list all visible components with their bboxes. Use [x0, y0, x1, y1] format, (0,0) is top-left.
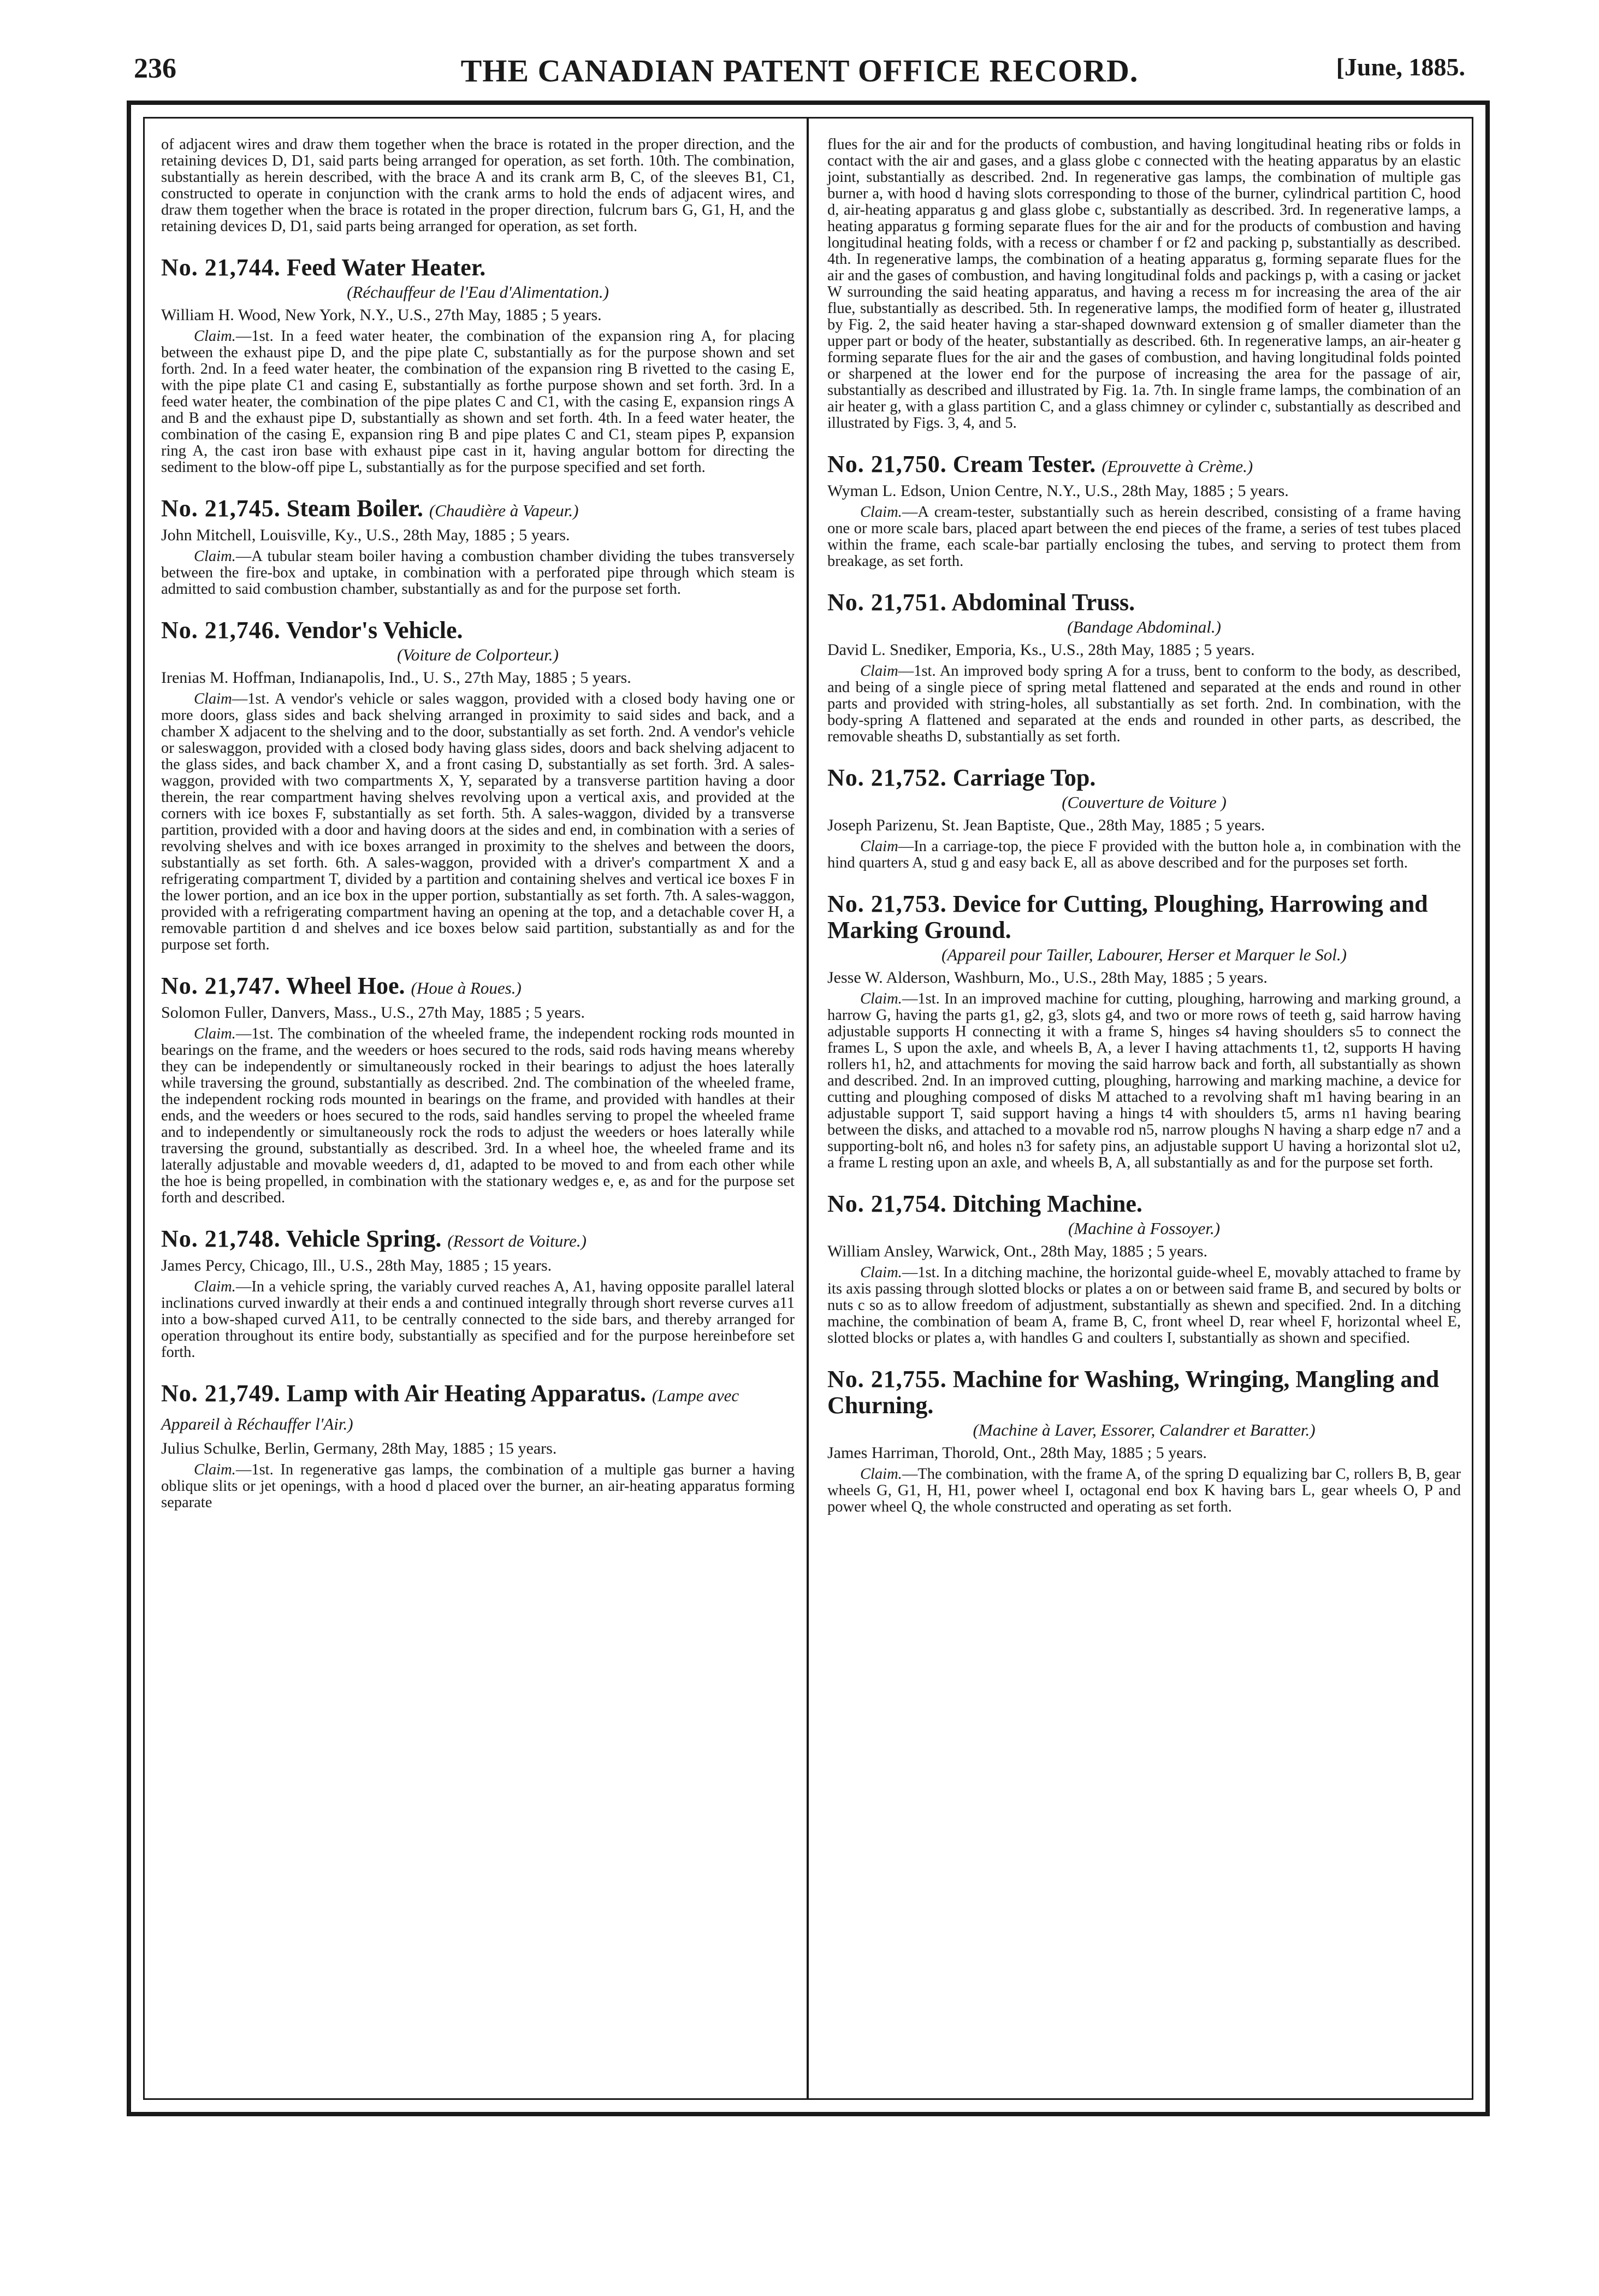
- claim-body: —1st. In regenerative gas lamps, the combination of a multiple gas burner a having oblique slits or jet openings, with a hood d placed over the burner, an air-heating apparatus forming separate: [161, 1461, 795, 1511]
- claim-body: —In a carriage-top, the piece F provided with the button hole a, in combination with the hind quarters A, stud g and easy back E, all as above described and for the purposes set forth.: [827, 838, 1461, 871]
- patent-heading: [827, 765, 1461, 791]
- patent-number: No. 21,752.: [827, 764, 947, 791]
- claim-body: —The combination, with the frame A, of the spring D equalizing bar C, rollers B, B, gear wheels G, G1, H, H1, power wheel I, octagonal end box K having bars L, gear wheels O, P and power wheel Q, the whole constructed and operating as set forth.: [827, 1466, 1461, 1515]
- patent-number: No. 21,754.: [827, 1190, 947, 1217]
- claim-label: Claim.: [194, 328, 236, 345]
- patent-heading: [161, 1380, 795, 1437]
- claim-body: —1st. The combination of the wheeled frame, the independent rocking rods mounted in bearings on the frame, and the weeders or hoes secured to the rods, said rods having means whereby they can be independently or simultaneously rocked in their bearings to adjust the hoes laterally while traversing the ground, substantially as described. 2nd. The combination of the wheeled frame, the independent rocking rods mounted in bearings on the frame, and provided with handles at their ends, and the weeders or hoes secured to the rods, said handles serving to propel the wheeled frame and to independently or simultaneously rock the rods to adjust the weeders or hoes laterally while traversing the ground, substantially as described. 3rd. In a wheel hoe, the wheeled frame and its laterally adjustable and movable weeders d, d1, adapted to be moved to and from each other while the hoe is being propelled, in combination with the stationary wedges e, e, as and for the purpose set forth and described.: [161, 1025, 795, 1206]
- patent-entry-21755: [827, 1366, 1461, 1515]
- right-column: [827, 137, 1461, 1531]
- patent-title: Wheel Hoe.: [286, 972, 405, 999]
- grantee-line: James Harriman, Thorold, Ont., 28th May, 1885 ; 5 years.: [827, 1444, 1207, 1462]
- claim-body: —1st. In an improved machine for cutting, ploughing, harrowing and marking ground, a harrow G, having the parts g1, g2, g3, slots g4, and two or more rows of teeth g, said harrow having adjustable supports H connecting it with a frame S, hinges s4 having shoulders s5 to connect the frames L, S upon the axle, and wheels B, A, a lever I having attachments t1, t2, supports H having rollers h1, h2, and attachments for moving the said harrow back and forth, all substantially as shown and described. 2nd. In an improved cutting, ploughing, harrowing and marking machine, a device for cutting and ploughing composed of disks M attached to a revolving shaft m1 having bearing in an adjustable support T, said support having a hings t4 with shoulders t5, arms n1 having bearing between the disks, and attached to a movable rod n5, narrow ploughs N having a sharp edge n7 and a supporting-bolt n6, and holes n3 for safety pins, an adjustable support U having a horizontal slot u2, a frame L resting upon an axle, and wheels B, A, all substantially as and for the purpose set forth.: [827, 990, 1461, 1171]
- grantee-line: Solomon Fuller, Danvers, Mass., U.S., 27th May, 1885 ; 5 years.: [161, 1004, 585, 1022]
- claim-label: Claim.: [194, 548, 236, 565]
- patent-entry-21752: [827, 765, 1461, 871]
- claim-text: [827, 839, 1461, 871]
- french-title: (Chaudière à Vapeur.): [429, 501, 579, 520]
- grantee-line: Irenias M. Hoffman, Indianapolis, Ind., U. S., 27th May, 1885 ; 5 years.: [161, 669, 631, 687]
- claim-label: Claim.: [860, 504, 902, 521]
- french-title: (Couverture de Voiture ): [1062, 793, 1227, 812]
- claim-body: —1st. An improved body spring A for a truss, bent to conform to the body, as described, and being of a single piece of spring metal flattened and separated at the ends and round in other parts and provided with string-holes, all substantially as set forth. 2nd. In combination, with the body-spring A flattened and separated at the ends and rounded in other parts, as described, the removable sheaths D, substantially as set forth.: [827, 663, 1461, 745]
- grantee-line: Joseph Parizenu, St. Jean Baptiste, Que., 28th May, 1885 ; 5 years.: [827, 816, 1265, 834]
- claim-text: [827, 1265, 1461, 1347]
- patent-entry-21750: [827, 451, 1461, 570]
- french-title: (Lampe avec Appareil à Réchauffer l'Air.): [161, 1386, 739, 1433]
- patent-entry-21745: [161, 495, 795, 598]
- patent-number: No. 21,746.: [161, 617, 281, 644]
- patent-number: No. 21,755.: [827, 1366, 947, 1392]
- continuation-text: flues for the air and for the products of combustion, and having longitudinal heating ribs or folds in contact with the air and gases, and a glass globe c connected with the heating apparatus by an elastic joint, substantially as described. 2nd. In regenerative gas lamps, the combination of multiple gas burner a, with hood d having slots corresponding to those of the burner, cylindrical partition C, hood d, air-heating apparatus g and glass globe c, substantially as described. 3rd. In regenerative lamps, a heating apparatus g forming separate flues for the air and for the products of combustion and having longitudinal heating folds, with a recess or chamber f or f2 and packing p, substantially as described. 4th. In regenerative lamps, the combination of a heating apparatus g, forming separate flues for the air and the gases of combustion, and having longitudinal folds and packings p, with a casing or jacket W surrounding the said heating apparatus, and having a recess m for increasing the area of the air flue, substantially as described. 5th. In regenerative lamps, the modified form of heater g, illustrated by Fig. 2, the said heater having a star-shaped downward extension g of smaller diameter than the upper part or body of the heater, substantially as described. 6th. In regenerative lamps, an air-heater g forming separate flues for the air and the gases of combustion, and having longitudinal folds pointed or sharpened at the lower end for the purpose of increasing the area for the passage of air, substantially as described and illustrated by Fig. 1a. 7th. In single frame lamps, the combination of an air heater g, with a glass partition C, and a glass chimney or cylinder c, substantially as described and illustrated by Figs. 3, 4, and 5.: [827, 136, 1461, 432]
- patent-heading: [827, 1191, 1461, 1217]
- french-title: (Ressort de Voiture.): [447, 1231, 587, 1250]
- patent-title: Carriage Top.: [952, 764, 1096, 791]
- claim-text: [161, 328, 795, 476]
- claim-label: Claim.: [194, 1461, 236, 1478]
- patent-entry-21751: [827, 589, 1461, 745]
- claim-text: [161, 1279, 795, 1361]
- grantee-line: Julius Schulke, Berlin, Germany, 28th May, 1885 ; 15 years.: [161, 1439, 557, 1457]
- claim-body: —A tubular steam boiler having a combustion chamber dividing the tubes transversely between the fire-box and uptake, in combination with a perforated pipe through which steam is admitted to said combustion chamber, substantially as and for the purpose set forth.: [161, 548, 795, 598]
- patent-entry-21753: [827, 891, 1461, 1171]
- patent-number: No. 21,749.: [161, 1380, 281, 1407]
- claim-label: Claim.: [860, 1264, 902, 1281]
- claim-body: —A cream-tester, substantially such as herein described, consisting of a frame having one or more scale bars, placed apart between the end pieces of the frame, a series of test tubes placed within the frame, each scale-bar partially enclosing the tubes, and serving to protect them from breakage, as set forth.: [827, 504, 1461, 570]
- patent-heading: [161, 255, 795, 281]
- claim-label: Claim: [860, 838, 898, 855]
- patent-heading: [161, 1226, 795, 1254]
- patent-heading: [827, 451, 1461, 480]
- french-title: (Bandage Abdominal.): [1067, 617, 1221, 636]
- patent-entry-21749: [161, 1380, 795, 1511]
- claim-text: [161, 691, 795, 953]
- patent-title: Vendor's Vehicle.: [286, 617, 463, 644]
- issue-date: [June, 1885.: [1336, 53, 1465, 81]
- claim-body: —1st. In a ditching machine, the horizontal guide-wheel E, movably attached to frame by its axis passing through slotted blocks or plates a on or between said frame B, and secured by bolts or nuts c so as to allow freedom of adjustment, substantially as shewn and specified. 2nd. In a ditching machine, the combination of beam A, frame B, C, front wheel D, rear wheel F, horizontal wheel E, slotted blocks or plates a, with handles G and coulters I, substantially as shown and specified.: [827, 1264, 1461, 1347]
- patent-title: Cream Tester.: [952, 451, 1096, 477]
- claim-body: —In a vehicle spring, the variably curved reaches A, A1, having opposite parallel lateral inclinations curved inwardly at their ends a and continued integrally through short reverse curves a11 into a bow-shaped curved A11, to be centrally connected to the side bars, and thereby arranged for operation throughout its entire body, substantially as specified and for the purpose hereinbefore set forth.: [161, 1278, 795, 1361]
- grantee-line: Jesse W. Alderson, Washburn, Mo., U.S., 28th May, 1885 ; 5 years.: [827, 969, 1268, 987]
- french-title: (Réchauffeur de l'Eau d'Alimentation.): [347, 282, 609, 302]
- left-column: [161, 137, 795, 1526]
- claim-text: [161, 1462, 795, 1511]
- patent-number: No. 21,753.: [827, 890, 947, 917]
- grantee-line: James Percy, Chicago, Ill., U.S., 28th May, 1885 ; 15 years.: [161, 1256, 552, 1274]
- column-divider: [807, 117, 809, 2100]
- claim-body: —1st. A vendor's vehicle or sales waggon, provided with a closed body having one or more doors, glass sides and back shelving arranged in proximity to said sides and back, and a chamber X adjacent to the shelving and to the door, substantially as set forth. 2nd. A vendor's vehicle or saleswaggon, provided with a closed body having glass sides, doors and back shelving adjacent to the glass sides, and back chamber X, and a front casing D, substantially as set forth. 3rd. A sales-waggon, provided with two compartments X, Y, separated by a transverse partition having a door therein, the rear compartment having shelves revolving upon a vertical axis, and provided at the corners with ice boxes F, substantially as set forth. 5th. A sales-waggon, divided by a transverse partition, provided with a door and having doors at the sides and end, in combination with a series of revolving shelves and with ice boxes arranged in proximity to the shelves and between the doors, substantially as set forth. 6th. A sales-waggon, provided with a driver's compartment X and a refrigerating compartment T, divided by a partition and containing shelves and vertical ice boxes F in the lower portion, and an ice box in the upper portion, substantially as set forth. 7th. A sales-waggon, provided with a refrigerating compartment having an opening at the top, and a detachable cover H, a removable partition d and shelves and ice boxes below said partition, substantially as and for the purpose set forth.: [161, 690, 795, 953]
- claim-label: Claim.: [194, 1025, 236, 1042]
- french-title: (Houe à Roues.): [411, 978, 522, 998]
- patent-number: No. 21,748.: [161, 1225, 281, 1252]
- french-title: (Voiture de Colporteur.): [397, 645, 559, 664]
- french-title: (Machine à Fossoyer.): [1068, 1219, 1221, 1238]
- grantee-line: David L. Snediker, Emporia, Ks., U.S., 28th May, 1885 ; 5 years.: [827, 641, 1255, 659]
- grantee-line: William Ansley, Warwick, Ont., 28th May, 1885 ; 5 years.: [827, 1242, 1207, 1260]
- patent-title: Steam Boiler.: [286, 495, 423, 522]
- continuation-text: of adjacent wires and draw them together when the brace is rotated in the proper direction, and the retaining devices D, D1, said parts being arranged for operation, as set forth. 10th. The combination, substantially as herein described, with the brace A and its crank arm B, C, of the sleeves B1, C1, constructed to operate in conjunction with the crank arms to hold the ends of adjacent wires, and draw them together when the brace is rotated in the proper direction, fulcrum bars G, G1, H, and the retaining devices D, D1, said parts being arranged for operation, as set forth.: [161, 136, 795, 235]
- patent-heading: [827, 589, 1461, 616]
- patent-heading: [827, 1366, 1461, 1419]
- patent-number: No. 21,745.: [161, 495, 281, 522]
- patent-number: No. 21,750.: [827, 451, 947, 477]
- patent-number: No. 21,744.: [161, 254, 281, 281]
- patent-title: Abdominal Truss.: [951, 589, 1135, 616]
- patent-number: No. 21,747.: [161, 972, 281, 999]
- claim-label: Claim: [194, 690, 232, 707]
- french-title: (Appareil pour Tailler, Labourer, Herser et Marquer le Sol.): [941, 945, 1347, 964]
- claim-body: —1st. In a feed water heater, the combination of the expansion ring A, for placing between the exhaust pipe D, and the pipe plate C, substantially as for the purpose shown and set forth. 2nd. In a feed water heater, the combination of the expansion ring B rivetted to the casing E, with the pipe plate C1 and casing E, substantially as forthe purpose shown and set forth. 3rd. In a feed water heater, the combination of the pipe plates C and C1, with the casing E, expansion rings A and B and the exhaust pipe D, substantially as shown and set forth. 4th. In a feed water heater, the combination of the casing E, expansion ring B and pipe plates C and C1, steam pipes P, expansion ring A, the cast iron base with exhaust pipe cast in it, having angular bottom for directing the sediment to the blow-off pipe L, substantially as for the purpose specified and set forth.: [161, 328, 795, 476]
- patent-title: Vehicle Spring.: [286, 1225, 442, 1252]
- claim-label: Claim: [860, 663, 898, 680]
- patent-title: Feed Water Heater.: [286, 254, 486, 281]
- patent-entry-21746: [161, 617, 795, 953]
- patent-entry-21748: [161, 1226, 795, 1361]
- french-title: (Machine à Laver, Essorer, Calandrer et Baratter.): [973, 1420, 1316, 1439]
- claim-text: [827, 504, 1461, 570]
- claim-text: [161, 548, 795, 598]
- journal-title: THE CANADIAN PATENT OFFICE RECORD.: [460, 53, 1139, 88]
- claim-label: Claim.: [860, 990, 902, 1007]
- claim-text: [827, 991, 1461, 1171]
- patent-title: Machine for Washing, Wringing, Mangling and Churning.: [827, 1366, 1440, 1419]
- claim-label: Claim.: [194, 1278, 236, 1295]
- grantee-line: William H. Wood, New York, N.Y., U.S., 27th May, 1885 ; 5 years.: [161, 306, 602, 324]
- claim-text: [827, 663, 1461, 745]
- patent-number: No. 21,751.: [827, 589, 947, 616]
- patent-title: Lamp with Air Heating Apparatus.: [286, 1380, 646, 1407]
- claim-label: Claim.: [860, 1466, 902, 1483]
- patent-entry-21754: [827, 1191, 1461, 1347]
- patent-title: Ditching Machine.: [952, 1190, 1142, 1217]
- page-number: 236: [134, 53, 176, 84]
- patent-heading: [161, 617, 795, 644]
- french-title: (Eprouvette à Crème.): [1101, 457, 1253, 476]
- grantee-line: Wyman L. Edson, Union Centre, N.Y., U.S., 28th May, 1885 ; 5 years.: [827, 482, 1289, 500]
- patent-heading: [827, 891, 1461, 943]
- grantee-line: John Mitchell, Louisville, Ky., U.S., 28th May, 1885 ; 5 years.: [161, 526, 570, 544]
- patent-heading: [161, 973, 795, 1001]
- claim-text: [161, 1026, 795, 1206]
- patent-heading: [161, 495, 795, 524]
- running-header: [134, 52, 1465, 92]
- patent-title: Device for Cutting, Ploughing, Harrowing and Marking Ground.: [827, 890, 1428, 943]
- claim-text: [827, 1466, 1461, 1515]
- patent-entry-21744: [161, 255, 795, 476]
- patent-entry-21747: [161, 973, 795, 1206]
